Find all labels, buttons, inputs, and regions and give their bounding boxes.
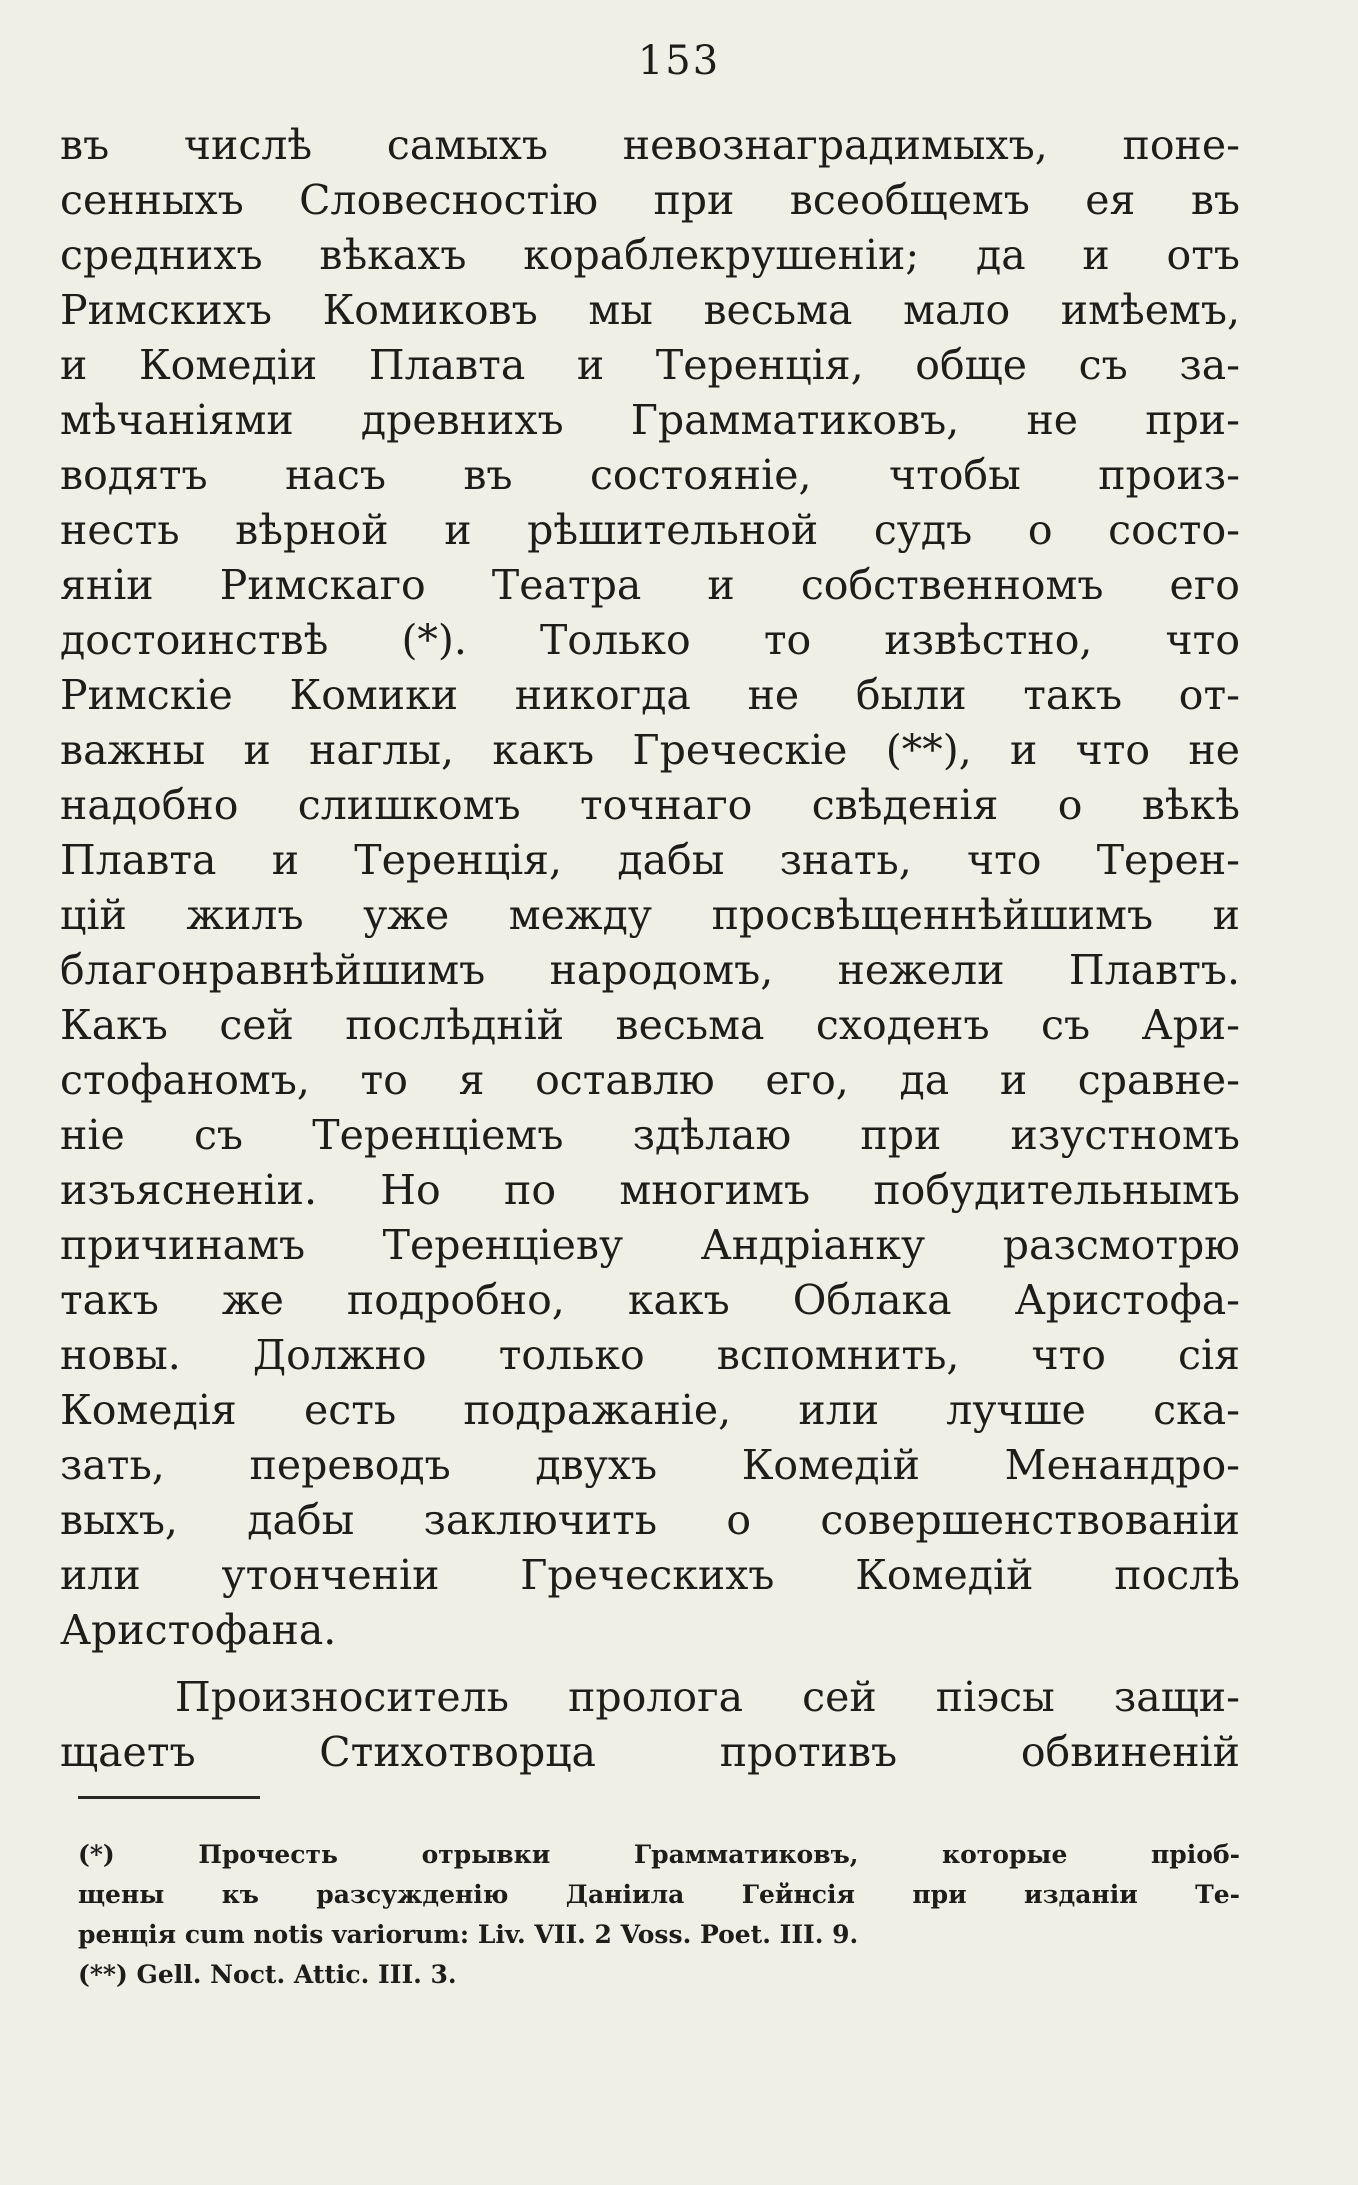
text-line: яніи Римскаго Театра и собственномъ его	[60, 561, 1240, 609]
text-line: такъ же подробно, какъ Облака Аристофа-	[60, 1276, 1240, 1324]
main-text	[60, 118, 1240, 1780]
text-line: мѣчаніями древнихъ Грамматиковъ, не при-	[60, 396, 1240, 444]
text-line: щаетъ Стихотворца противъ обвиненій	[60, 1728, 1240, 1776]
text-line: или утонченіи Греческихъ Комедій послѣ	[60, 1551, 1240, 1599]
text-line: Римскихъ Комиковъ мы весьма мало имѣемъ,	[60, 286, 1240, 334]
text-line: ніе съ Теренціемъ здѣлаю при изустномъ	[60, 1111, 1240, 1159]
text-line: Римскіе Комики никогда не были такъ от-	[60, 671, 1240, 719]
page-number: 153	[637, 38, 721, 84]
text-line: цій жилъ уже между просвѣщеннѣйшимъ и	[60, 891, 1240, 939]
text-line: Комедія есть подражаніе, или лучше ска-	[60, 1386, 1240, 1434]
text-line: Произноситель пролога сей піэсы защи-	[175, 1673, 1240, 1721]
text-line: изъясненіи. Но по многимъ побудительнымъ	[60, 1166, 1240, 1214]
text-line: причинамъ Теренціеву Андріанку разсмотрю	[60, 1221, 1240, 1269]
text-line: достоинствѣ (*). Только то извѣстно, что	[60, 616, 1240, 664]
footnote-divider	[78, 1796, 260, 1799]
text-line: несть вѣрной и рѣшительной судъ о состо-	[60, 506, 1240, 554]
text-line: въ числѣ самыхъ невознаградимыхъ, поне-	[60, 121, 1240, 169]
text-line: и Комедіи Плавта и Теренція, обще съ за-	[60, 341, 1240, 389]
text-line: Аристофана.	[60, 1606, 337, 1654]
text-line: благонравнѣйшимъ народомъ, нежели Плавтъ.	[60, 946, 1240, 994]
paragraph-gap	[60, 1658, 1240, 1670]
text-line: Какъ сей послѣдній весьма сходенъ съ Ари-	[60, 1001, 1240, 1049]
text-line: важны и наглы, какъ Греческіе (**), и что не	[60, 726, 1240, 774]
text-line: стофаномъ, то я оставлю его, да и сравне-	[60, 1056, 1240, 1104]
text-line: зать, переводъ двухъ Комедій Менандро-	[60, 1441, 1240, 1489]
footnotes	[78, 1835, 1240, 1995]
text-line: водятъ насъ въ состояніе, чтобы произ-	[60, 451, 1240, 499]
footnote-line: ренція cum notis variorum: Liv. VII. 2 Voss. Poet. III. 9.	[78, 1920, 859, 1949]
footnote-line: (**) Gell. Noct. Attic. III. 3.	[78, 1960, 457, 1989]
footnote-line: щены къ разсужденію Даніила Гейнсія при изданіи Те-	[78, 1880, 1240, 1909]
text-line: новы. Должно только вспомнить, что сія	[60, 1331, 1240, 1379]
text-line: среднихъ вѣкахъ кораблекрушеніи; да и отъ	[60, 231, 1240, 279]
text-line: надобно слишкомъ точнаго свѣденія о вѣкѣ	[60, 781, 1240, 829]
text-line: сенныхъ Словесностію при всеобщемъ ея въ	[60, 176, 1240, 224]
footnote-line: (*) Прочесть отрывки Грамматиковъ, которые пріоб-	[78, 1840, 1240, 1869]
text-line: выхъ, дабы заключить о совершенствованіи	[60, 1496, 1240, 1544]
text-line: Плавта и Теренція, дабы знать, что Терен-	[60, 836, 1240, 884]
